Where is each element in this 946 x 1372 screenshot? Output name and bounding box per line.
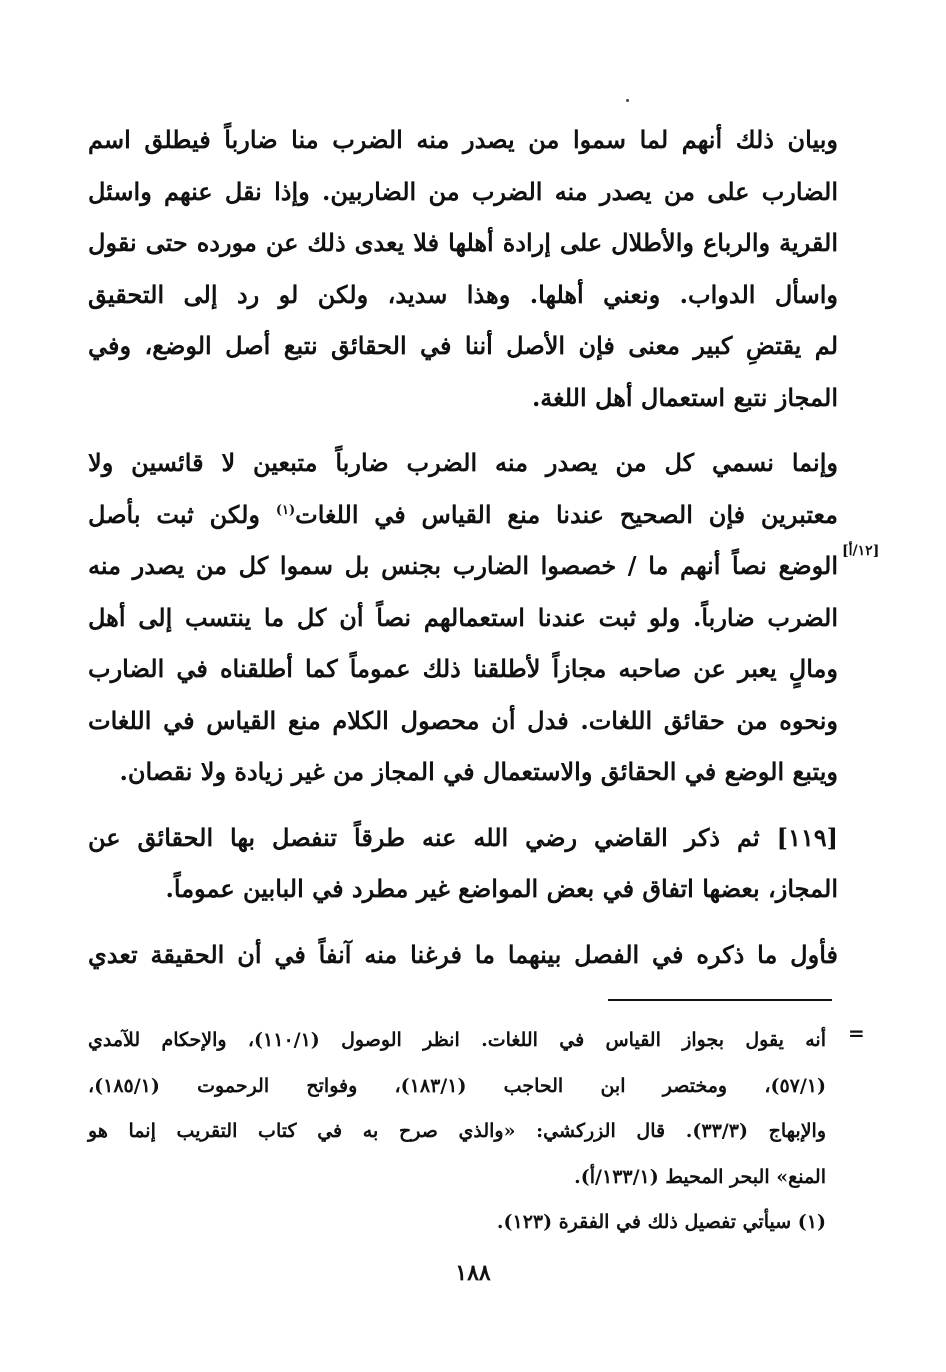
text-line: القرية والرباع والأطلال على إرادة أهلها فلا يعدى ذلك عن مورده حتى نقول	[88, 228, 838, 257]
paragraph-1	[88, 114, 838, 423]
text-line: الضرب ضارباً. ولو ثبت عندنا استعمالهم نصاً أن كل ما ينتسب إلى أهل	[88, 602, 838, 632]
footnotes	[88, 1018, 826, 1246]
page-number: ١٨٨	[455, 1260, 491, 1286]
footnote-1	[88, 1200, 826, 1246]
footnote-line: أنه يقول بجواز القياس في اللغات. انظر الوصول (١١٠/١)، والإحكام للآمدي	[88, 1029, 826, 1051]
footnote-reference: (١)	[275, 502, 296, 518]
text-segment: ولكن ثبت بأصل	[88, 499, 261, 529]
text-line: وبيان ذلك أنهم لما سموا من يصدر منه الضرب منا ضارباً فيطلق اسم	[88, 125, 838, 154]
paragraph-2	[88, 437, 838, 798]
text-line: المجاز نتبع استعمال أهل اللغة.	[531, 382, 838, 412]
footnote-continuation-mark: =	[848, 1021, 865, 1045]
text-line: الوضع نصاً أنهم ما / خصصوا الضارب بجنس بل سموا كل من يصدر منه	[88, 551, 838, 580]
text-line: المجاز، بعضها اتفاق في بعض المواضع غير مطرد في البابين عموماً.	[165, 874, 838, 903]
text-line: لم يقتضِ كبير معنى فإن الأصل أننا في الحقائق نتبع أصل الوضع، وفي	[88, 331, 838, 360]
text-line: ويتبع الوضع في الحقائق والاستعمال في المجاز من غير زيادة ولا نقصان.	[119, 757, 838, 786]
manuscript-folio-note: [١٢/أ]	[842, 543, 880, 559]
footnote-line: (١) سيأتي تفصيل ذلك في الفقرة (١٢٣).	[496, 1211, 826, 1233]
main-text	[88, 114, 838, 980]
stray-mark	[626, 99, 629, 102]
footnote-separator	[608, 999, 832, 1001]
text-line: [١١٩] ثم ذكر القاضي رضي الله عنه طرقاً تنفصل بها الحقائق عن	[88, 822, 838, 852]
text-line: فأول ما ذكره في الفصل بينهما ما فرغنا منه آنفاً في أن الحقيقة تعدي	[88, 939, 838, 969]
text-line: ونحوه من حقائق اللغات. فدل أن محصول الكلام منع القياس في اللغات	[88, 705, 838, 735]
paragraph-3	[88, 812, 838, 915]
text-line: وإنما نسمي كل من يصدر منه الضرب ضارباً متبعين لا قائسين ولا	[88, 448, 838, 477]
footnote-line: والإبهاج (٣٣/٣). قال الزركشي: «والذي صرح به في كتاب التقريب إنما هو	[88, 1120, 826, 1142]
footnote-line: (٥٧/١)، ومختصر ابن الحاجب (١٨٣/١)، وفواتح الرحموت (١٨٥/١)،	[88, 1074, 827, 1097]
text-line: الضارب على من يصدر منه الضرب من الضاربين. وإذا نقل عنهم واسئل	[88, 176, 838, 206]
footnote-continued	[88, 1018, 826, 1200]
paragraph-4	[88, 929, 838, 981]
text-line: ومالٍ يعبر عن صاحبه مجازاً لأطلقنا ذلك عموماً كما أطلقناه في الضارب	[88, 654, 838, 683]
text-line	[88, 489, 838, 541]
footnote-line: المنع» البحر المحيط (١٣٣/١/أ).	[574, 1165, 826, 1188]
text-line: واسأل الدواب. ونعني أهلها. وهذا سديد، ولكن لو رد إلى التحقيق	[88, 279, 838, 309]
text-segment: معتبرين فإن الصحيح عندنا منع القياس في اللغات	[295, 499, 838, 529]
